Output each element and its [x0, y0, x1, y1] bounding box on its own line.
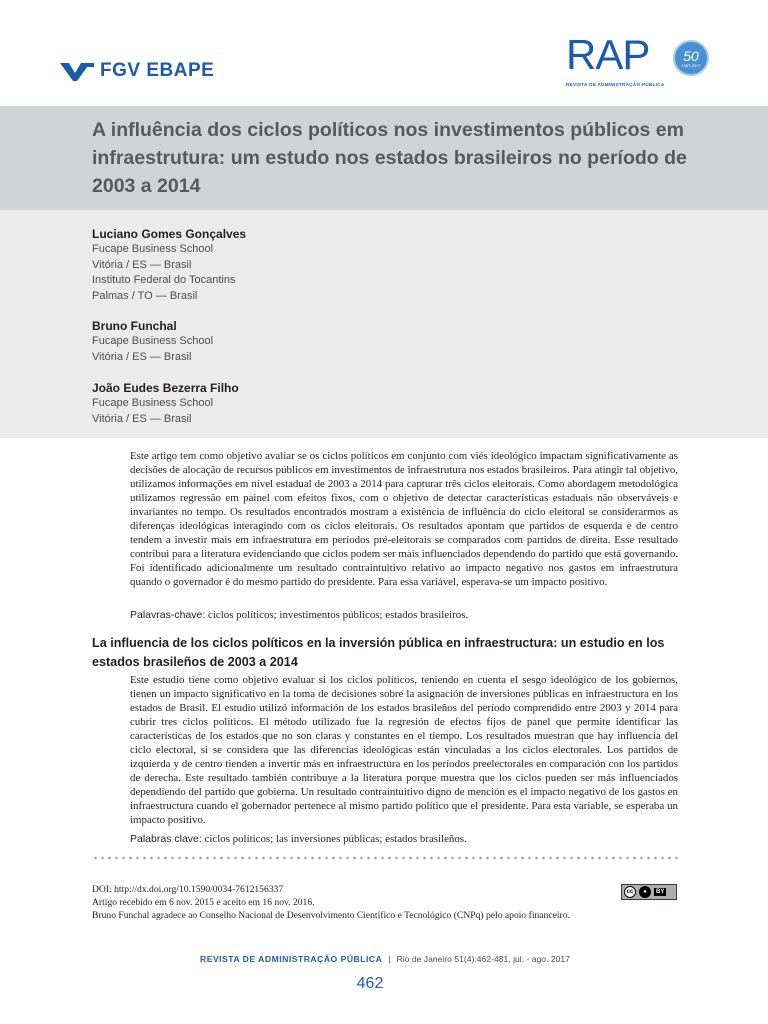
author-name: João Eudes Bezerra Filho: [92, 381, 239, 395]
anniversary-years: 1967-2017: [681, 62, 701, 68]
author-2: [92, 318, 213, 365]
author-affiliation: Vitória / ES — Brasil: [92, 412, 192, 425]
rap-logo-text: RAP: [566, 31, 650, 78]
spanish-title: La influencia de los ciclos políticos en la inversión pública en infraestructura: un estudio en los estados brasileños de 2003 a 2014: [92, 636, 665, 669]
acknowledgment: Bruno Funchal agradece ao Conselho Nacional de Desenvolvimento Científico e Tecnológico (CNPq) pelo apoio financeiro.: [92, 909, 570, 921]
cc-icon: cc: [624, 886, 636, 898]
author-1: [92, 226, 246, 304]
author-affiliation: Instituto Federal do Tocantins: [92, 274, 236, 286]
dotted-divider: [92, 856, 678, 860]
footnotes: [92, 884, 692, 922]
author-name: Luciano Gomes Gonçalves: [92, 227, 247, 241]
journal-footer: [200, 954, 600, 964]
abstract-portuguese: Este artigo tem como objetivo avaliar se os ciclos políticos em conjunto com viés ideológico impactam significativamente as decisões de alocação de recursos públicos em investimentos de infraestrutura nos estados brasileiros. Para atingir tal objetivo, utilizamos informações em nível estadual de 2003 a 2014 para capturar três ciclos eleitorais. Como abordagem metodológica utilizamos regressão em painel com efeitos fixos, com o objetivo de detectar características estaduais não observáveis e invariantes no tempo. Os resultados encontrados mostram a existência de influência do ciclo eleitoral se considerarmos as diferenças ideológicas interagindo com os ciclos eleitorais. Os resultados apontam que partidos de esquerda e de centro tendem a investir mais em infraestrutura em períodos pré-eleitorais se comparados com partidos de direita. Esse resultado contribui para a literatura evidenciando que ciclos podem ser mais influenciados dependendo do partido que está governando. Foi identificado adicionalmente um resultado contraintuitivo relativo ao impacto negativo nos gastos em infraestrutura quando o governador é do mesmo partido do presidente. Para essa variável, esperava-se um impacto positivo.: [130, 450, 678, 589]
author-name: Bruno Funchal: [92, 319, 177, 333]
author-3: [92, 380, 239, 427]
cc-license-badge[interactable]: [621, 884, 677, 900]
author-affiliation: Vitória / ES — Brasil: [92, 350, 192, 363]
anniversary-badge: [673, 40, 709, 76]
person-icon: ●: [639, 886, 651, 898]
author-affiliation: Fucape Business School: [92, 243, 214, 255]
anniversary-number: 50: [683, 47, 699, 64]
keywords-spanish: [130, 832, 678, 846]
fgv-logo-text: FGV EBAPE: [100, 60, 215, 81]
keywords-label: Palavras-chave:: [130, 609, 206, 621]
doi-link[interactable]: DOI: http://dx.doi.org/10.1590/0034-7612156337: [92, 884, 284, 895]
issue-info: Rio de Janeiro 51(4):462-481, jul. - ago. 2017: [396, 954, 570, 964]
abstract-spanish: Este estudio tiene como objetivo evaluar si los ciclos políticos, teniendo en cuenta el sesgo ideológico de los gobiernos, tienen un impacto significativo en la toma de decisiones sobre la asignación de inversiones públicas en infraestructura en los estados de Brasil. El estudio utilizó información de los estados brasileños del período comprendido entre 2003 y 2014 para cubrir tres ciclos políticos. El método utilizado fue la regresión de efectos fijos de panel que permite identificar las características de los estados que no son claras y constantes en el tiempo. Los resultados muestran que hay influencia del ciclo electoral, si se considera que las diferencias ideológicas están vinculadas a los ciclos electorales. Los partidos de izquierda y de centro tienden a invertir más en infraestructura en los períodos preelectorales en comparación con los partidos de derecha. Este resultado también contribuye a la literatura porque muestra que los ciclos pueden ser más influenciados dependiendo del partido que gobierna. Un resultado contraintuitivo digno de mención es el impacto negativo de los gastos en infraestructura cuando el gobernador pertenece al mismo partido político que el presidente. Para esta variable, se esperaba un impacto positivo.: [130, 674, 678, 827]
author-affiliation: Palmas / TO — Brasil: [92, 289, 198, 302]
rap-logo-subtitle: REVISTA DE ADMINISTRAÇÃO PÚBLICA: [566, 82, 665, 87]
author-affiliation: Fucape Business School: [92, 397, 214, 409]
keywords-label: Palabras clave:: [130, 833, 202, 845]
keywords-portuguese: [130, 608, 678, 622]
fgv-chevron-icon: [60, 61, 94, 81]
rap-logo: [566, 31, 716, 94]
article-title: A influência dos ciclos políticos nos investimentos públicos em infraestrutura: um estudo nos estados brasileiros no período de 2003 a 2014: [92, 119, 687, 197]
author-affiliation: Fucape Business School: [92, 335, 214, 347]
page-number: 462: [356, 975, 384, 992]
footer-separator: |: [388, 954, 391, 964]
by-label: BY: [656, 889, 665, 895]
journal-name: REVISTA DE ADMINISTRAÇÃO PÚBLICA: [200, 954, 383, 964]
fgv-ebape-logo: [60, 58, 214, 84]
received-date: Artigo recebido em 6 nov. 2015 e aceito em 16 nov. 2016.: [92, 896, 315, 908]
keywords-text: ciclos políticos; las inversiones públicas; estados brasileños.: [204, 833, 467, 845]
author-affiliation: Vitória / ES — Brasil: [92, 258, 192, 271]
keywords-text: ciclos políticos; investimentos públicos; estados brasileiros.: [208, 609, 469, 621]
